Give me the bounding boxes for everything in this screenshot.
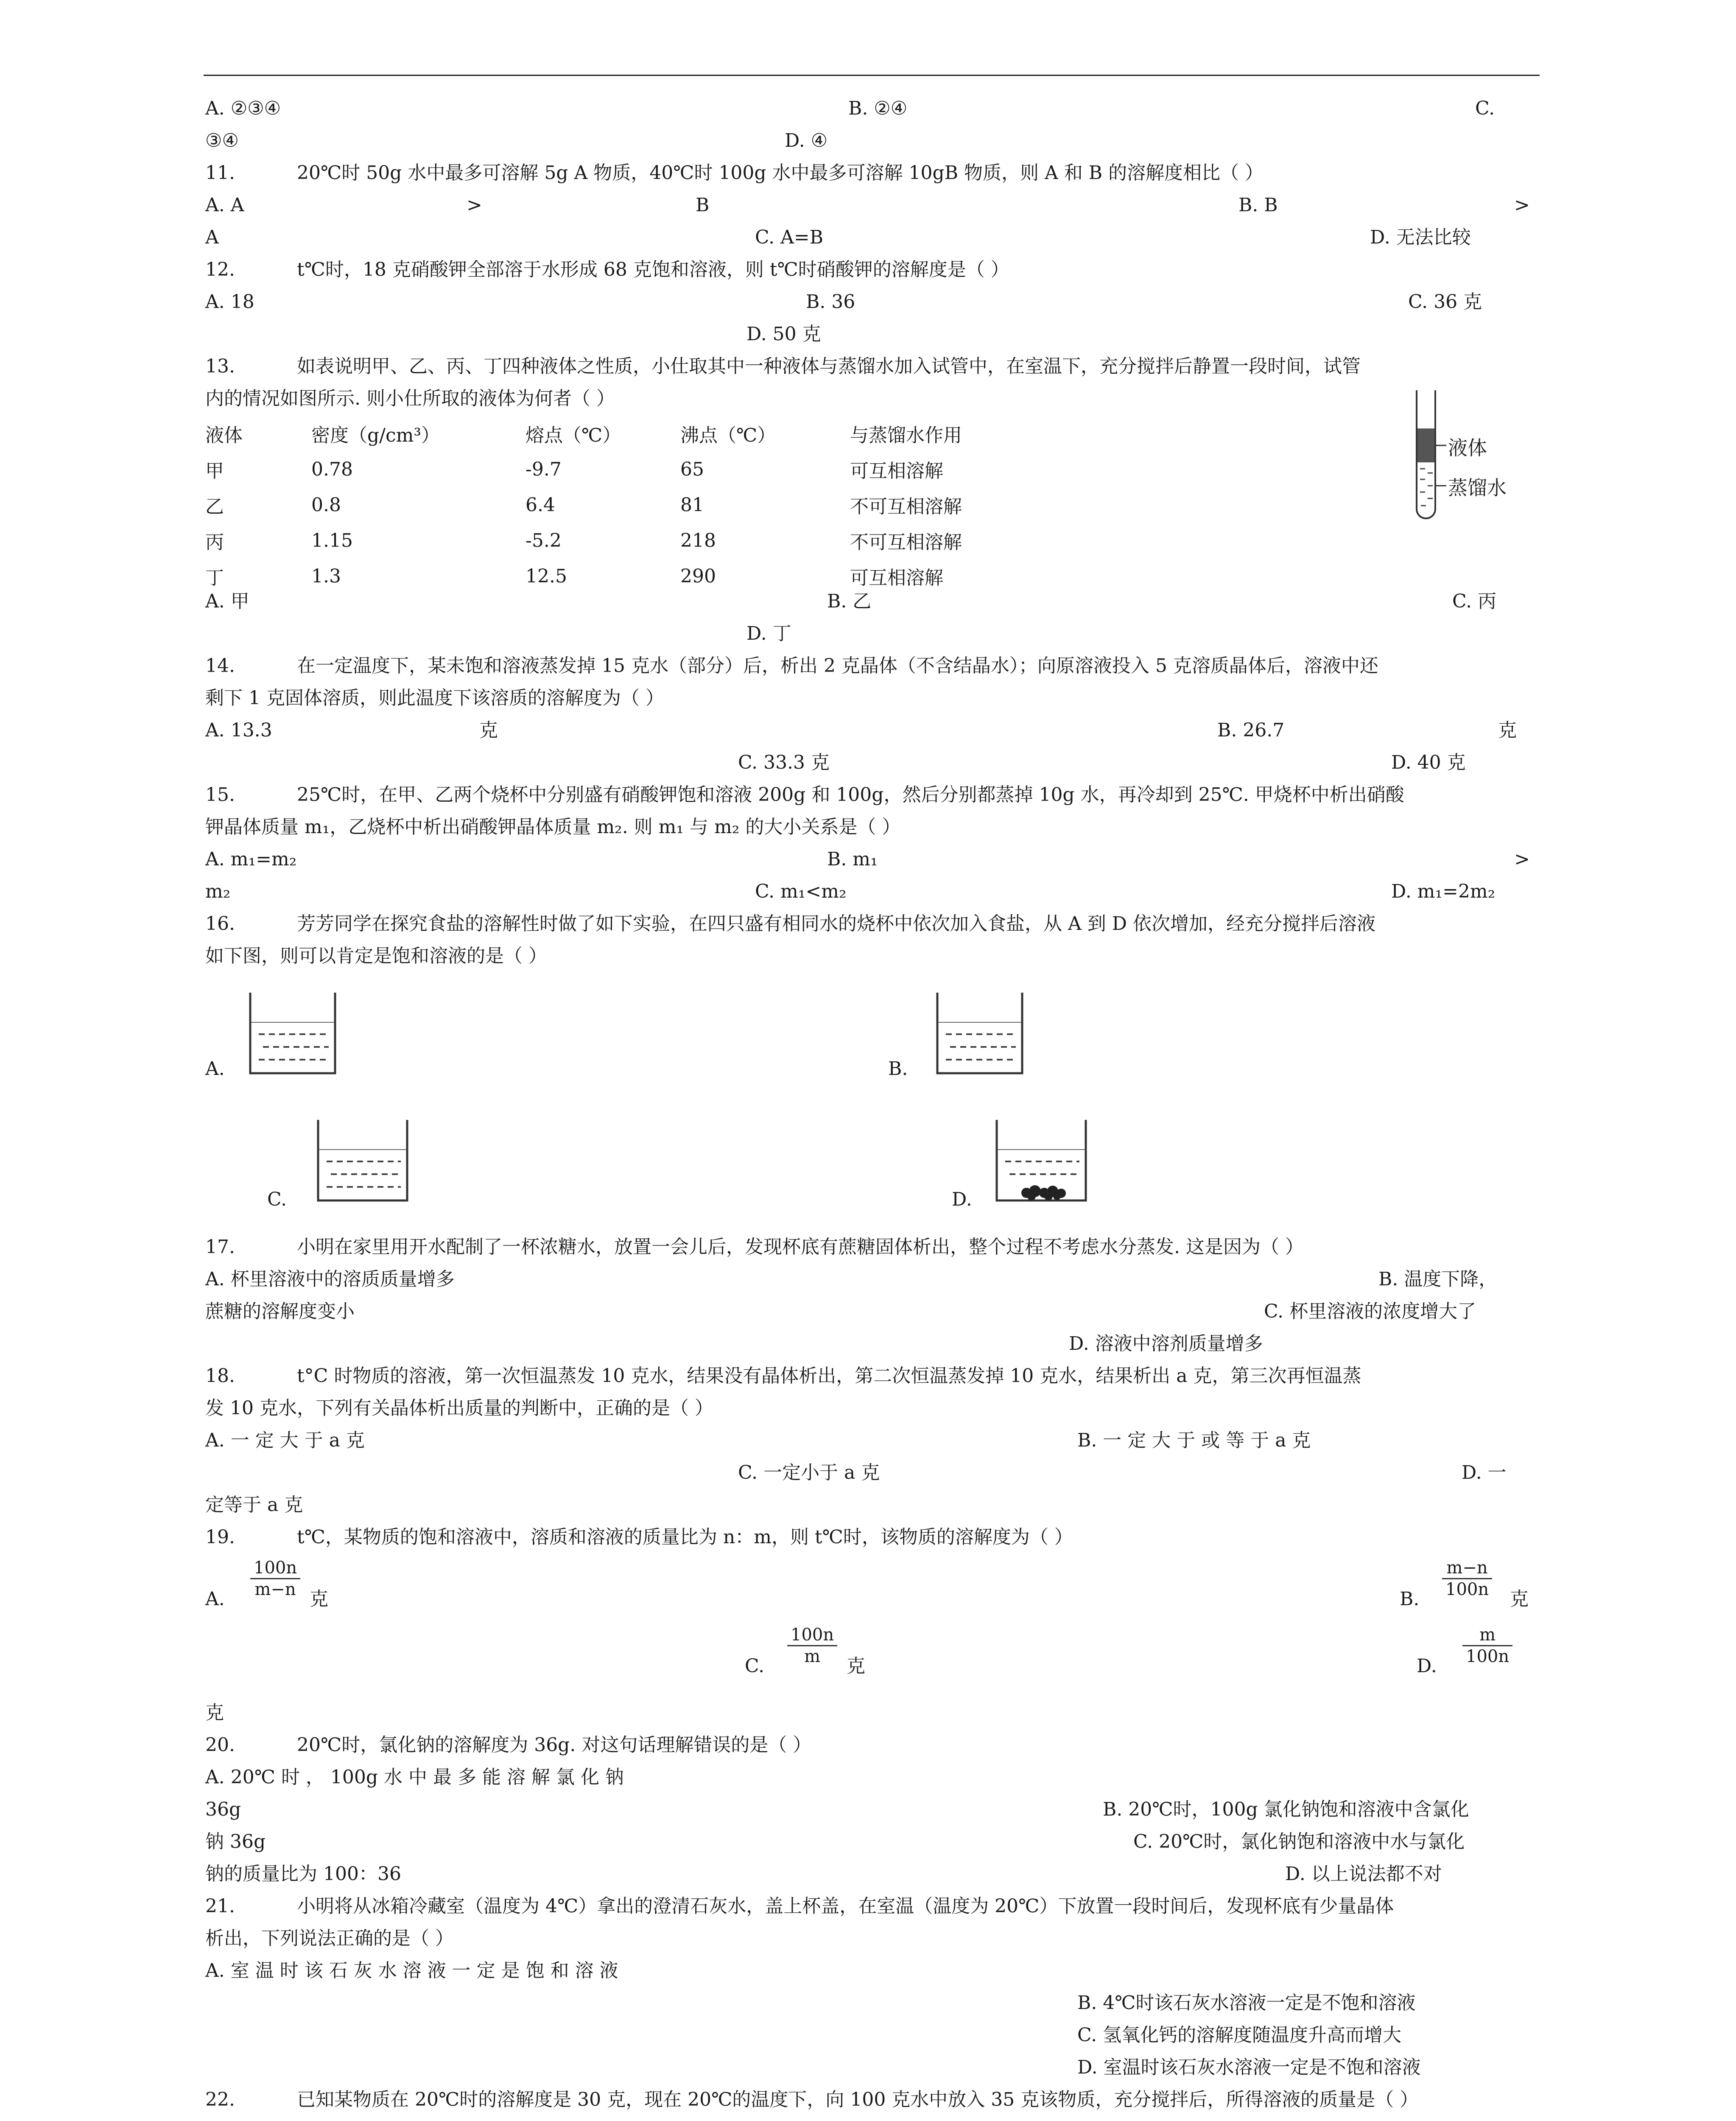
q14-option-b: B. 26.7: [1217, 719, 1285, 741]
q12-option-c: C. 36 克: [1408, 291, 1482, 313]
q11-option-b: B. B: [1238, 194, 1278, 216]
table-cell: -5.2: [526, 529, 562, 551]
undissolved-salt: [1021, 1185, 1066, 1200]
q15-stem-line1: 25℃时，在甲、乙两个烧杯中分别盛有硝酸钾饱和溶液 200g 和 100g，然后分别都蒸掉 10g 水，再冷却到 25℃. 甲烧杯中析出硝酸: [297, 784, 1404, 806]
table-cell: 丁: [205, 567, 224, 589]
q11-option-c: C. A=B: [755, 227, 824, 248]
q12-stem: t℃时，18 克硝酸钾全部溶于水形成 68 克饱和溶液，则 t℃时硝酸钾的溶解度是（ ）: [297, 259, 1009, 280]
q22-number: 22.: [205, 2089, 235, 2110]
q11-option-d: D. 无法比较: [1370, 227, 1471, 248]
q11-option-b-gt: >: [1514, 194, 1530, 216]
q13-option-d: D. 丁: [746, 623, 791, 644]
fraction-numerator: 100n: [787, 1625, 837, 1646]
q20-option-a-cont: 36g: [205, 1799, 241, 1820]
q11-option-b-a: A: [205, 227, 219, 248]
q22-stem: 已知某物质在 20℃时的溶解度是 30 克，现在 20℃的温度下，向 100 克水中放入 35 克该物质，充分搅拌后，所得溶液的质量是（ ）: [297, 2089, 1419, 2110]
fraction-denominator: m: [804, 1647, 821, 1666]
q20-option-b: B. 20℃时，100g 氯化钠饱和溶液中含氯化: [1103, 1799, 1469, 1820]
table-cell: 可互相溶解: [850, 460, 943, 482]
table-cell: 丙: [205, 532, 224, 553]
table-header: 密度（g/cm³）: [311, 425, 440, 446]
q16-option-c: C.: [267, 1189, 287, 1210]
tube-label-liquid: 液体: [1448, 437, 1487, 459]
q21-stem-line2: 析出，下列说法正确的是（ ）: [205, 1928, 454, 1949]
q19-option-a-unit: 克: [310, 1588, 328, 1610]
q15-option-a: A. m₁=m₂: [205, 848, 297, 870]
q13-number: 13.: [205, 355, 235, 377]
q18-option-a: A. 一 定 大 于 a 克: [205, 1430, 365, 1451]
q18-option-b: B. 一 定 大 于 或 等 于 a 克: [1077, 1430, 1311, 1451]
table-cell: 不可互相溶解: [850, 532, 962, 553]
header-rule: [204, 75, 1540, 76]
beaker-c: [314, 1116, 411, 1209]
q18-stem-line1: t°C 时物质的溶液，第一次恒温蒸发 10 克水，结果没有晶体析出，第二次恒温蒸发掉 10 克水，结果析出 a 克，第三次再恒温蒸: [297, 1365, 1361, 1387]
q15-option-b: B. m₁: [827, 848, 878, 870]
q11-stem: 20℃时 50g 水中最多可溶解 5g A 物质，40℃时 100g 水中最多可溶解 10gB 物质，则 A 和 B 的溶解度相比（ ）: [297, 162, 1264, 184]
q14-option-a-unit: 克: [479, 719, 498, 741]
table-cell: -9.7: [526, 458, 562, 480]
table-row: [205, 558, 962, 594]
q14-option-c: C. 33.3 克: [738, 752, 830, 773]
q19-option-c-unit: 克: [847, 1655, 865, 1677]
q11-number: 11.: [205, 162, 235, 184]
q11-option-a: A. A: [205, 194, 244, 216]
q20-option-a: A. 20℃ 时 ， 100g 水 中 最 多 能 溶 解 氯 化 钠: [205, 1766, 624, 1788]
q16-option-d: D.: [952, 1189, 972, 1210]
q17-stem: 小明在家里用开水配制了一杯浓糖水，放置一会儿后，发现杯底有蔗糖固体析出，整个过程不考虑水分蒸发. 这是因为（ ）: [297, 1236, 1304, 1258]
q15-option-d: D. m₁=2m₂: [1391, 881, 1496, 902]
q13-stem-line2: 内的情况如图所示. 则小仕所取的液体为何者（ ）: [205, 388, 615, 409]
tube-label-water: 蒸馏水: [1448, 476, 1507, 499]
q15-option-c: C. m₁<m₂: [755, 881, 847, 902]
q16-number: 16.: [205, 913, 235, 935]
q20-option-c-cont: 钠的质量比为 100：36: [205, 1863, 401, 1885]
table-cell: 可互相溶解: [850, 567, 943, 589]
q14-option-a: A. 13.3: [205, 719, 272, 741]
table-cell: 乙: [205, 496, 224, 518]
beaker-a: [246, 988, 339, 1082]
q20-stem: 20℃时，氯化钠的溶解度为 36g. 对这句话理解错误的是（ ）: [297, 1734, 812, 1756]
fraction-numerator: m: [1462, 1625, 1512, 1646]
q14-stem-line2: 剩下 1 克固体溶质，则此温度下该溶质的溶解度为（ ）: [205, 687, 664, 709]
q12-number: 12.: [205, 259, 235, 280]
q21-option-c: C. 氢氧化钙的溶解度随温度升高而增大: [1077, 2024, 1402, 2046]
q17-number: 17.: [205, 1236, 235, 1258]
q10-option-c-cont: ③④: [205, 130, 239, 151]
q10-option-a: A. ②③④: [205, 98, 281, 119]
q18-option-d: D. 一: [1462, 1462, 1507, 1483]
q19-option-c-fraction: [787, 1625, 837, 1667]
q19-option-d-unit: 克: [205, 1702, 224, 1724]
table-cell: 1.15: [311, 529, 353, 551]
q19-number: 19.: [205, 1526, 235, 1548]
q12-option-b: B. 36: [806, 291, 855, 313]
q14-option-d: D. 40 克: [1391, 752, 1466, 773]
table-cell: 甲: [205, 460, 224, 482]
liquid-layer: [1417, 428, 1434, 462]
beaker-b: [933, 988, 1026, 1082]
q10-option-b: B. ②④: [848, 98, 908, 119]
q21-option-a: A. 室 温 时 该 石 灰 水 溶 液 一 定 是 饱 和 溶 液: [205, 1960, 618, 1981]
q15-stem-line2: 钾晶体质量 m₁，乙烧杯中析出硝酸钾晶体质量 m₂. 则 m₁ 与 m₂ 的大小关系是（ ）: [205, 816, 901, 838]
q10-option-d: D. ④: [785, 130, 828, 151]
fraction-denominator: 100n: [1466, 1647, 1510, 1666]
q19-option-d-fraction: [1462, 1625, 1512, 1667]
fraction-numerator: m−n: [1442, 1558, 1492, 1579]
fraction-denominator: 100n: [1445, 1580, 1489, 1599]
q19-option-b-fraction: [1442, 1558, 1492, 1600]
q15-option-b-m2: m₂: [205, 881, 231, 902]
q17-option-d: D. 溶液中溶剂质量增多: [1069, 1333, 1263, 1354]
q21-option-b: B. 4℃时该石灰水溶液一定是不饱和溶液: [1077, 1992, 1416, 2014]
q13-stem-line1: 如表说明甲、乙、丙、丁四种液体之性质，小仕取其中一种液体与蒸馏水加入试管中，在室温下，充分搅拌后静置一段时间，试管: [297, 355, 1361, 377]
q20-option-b-cont: 钠 36g: [205, 1831, 266, 1852]
q19-option-d: D.: [1417, 1655, 1437, 1677]
q13-option-a: A. 甲: [205, 590, 249, 612]
q16-option-b: B.: [888, 1058, 908, 1080]
q17-option-b-cont: 蔗糖的溶解度变小: [205, 1301, 355, 1322]
q19-option-a: A.: [205, 1588, 225, 1610]
q19-option-c: C.: [745, 1655, 765, 1677]
table-cell: 290: [680, 565, 716, 587]
q19-option-a-fraction: [250, 1558, 300, 1600]
fraction-denominator: m−n: [254, 1580, 296, 1599]
q16-stem-line2: 如下图，则可以肯定是饱和溶液的是（ ）: [205, 945, 547, 967]
q16-option-a: A.: [205, 1058, 225, 1080]
q16-stem-line1: 芳芳同学在探究食盐的溶解性时做了如下实验，在四只盛有相同水的烧杯中依次加入食盐，从 A 到 D 依次增加，经充分搅拌后溶液: [297, 913, 1375, 935]
q19-stem: t℃，某物质的饱和溶液中，溶质和溶液的质量比为 n：m，则 t℃时，该物质的溶解度为（ ）: [297, 1526, 1073, 1548]
q21-number: 21.: [205, 1895, 235, 1917]
q18-option-c: C. 一定小于 a 克: [738, 1462, 880, 1483]
table-header: 熔点（℃）: [526, 425, 621, 446]
table-cell: 65: [680, 458, 704, 480]
table-header-row: [205, 416, 962, 451]
q14-number: 14.: [205, 655, 235, 677]
table-cell: 1.3: [311, 565, 341, 587]
q12-option-a: A. 18: [205, 291, 254, 313]
table-cell: 6.4: [526, 494, 555, 516]
q14-stem-line1: 在一定温度下，某未饱和溶液蒸发掉 15 克水（部分）后，析出 2 克晶体（不含结晶水）；向原溶液投入 5 克溶质晶体后，溶液中还: [297, 655, 1378, 677]
q14-option-b-unit: 克: [1498, 719, 1517, 741]
q19-option-b: B.: [1400, 1588, 1420, 1610]
q13-option-c: C. 丙: [1452, 590, 1497, 612]
q15-number: 15.: [205, 784, 235, 806]
q11-option-a-gt: >: [467, 194, 482, 216]
table-cell: 0.78: [311, 458, 353, 480]
beaker-d: [992, 1116, 1090, 1209]
table-row: [205, 487, 962, 523]
table-header: 与蒸馏水作用: [850, 425, 962, 446]
q21-option-d: D. 室温时该石灰水溶液一定是不饱和溶液: [1077, 2057, 1421, 2078]
q10-option-c: C.: [1475, 98, 1495, 119]
liquid-properties-table: [205, 416, 962, 594]
q11-option-a-b: B: [696, 194, 710, 216]
q17-option-c: C. 杯里溶液的浓度增大了: [1264, 1301, 1476, 1322]
table-row: [205, 523, 962, 558]
table-cell: 0.8: [311, 494, 341, 516]
q21-stem-line1: 小明将从冰箱冷藏室（温度为 4℃）拿出的澄清石灰水，盖上杯盖，在室温（温度为 20℃）下放置一段时间后，发现杯底有少量晶体: [297, 1895, 1394, 1917]
fraction-numerator: 100n: [250, 1558, 300, 1579]
table-cell: 12.5: [526, 565, 567, 587]
q19-option-b-unit: 克: [1510, 1588, 1529, 1610]
q18-option-d-cont: 定等于 a 克: [205, 1494, 303, 1516]
q18-number: 18.: [205, 1365, 235, 1387]
table-row: [205, 451, 962, 487]
q17-option-a: A. 杯里溶液中的溶质质量增多: [205, 1268, 455, 1290]
q12-option-d: D. 50 克: [746, 323, 821, 345]
q20-number: 20.: [205, 1734, 235, 1756]
table-header: 沸点（℃）: [680, 425, 776, 446]
table-header: 液体: [205, 425, 243, 446]
q13-option-b: B. 乙: [827, 590, 872, 612]
q15-option-b-gt: >: [1514, 848, 1530, 870]
q20-option-c: C. 20℃时，氯化钠饱和溶液中水与氯化: [1133, 1831, 1465, 1852]
q20-option-d: D. 以上说法都不对: [1285, 1863, 1442, 1885]
table-cell: 不可互相溶解: [850, 496, 962, 518]
table-cell: 81: [680, 494, 704, 516]
q18-stem-line2: 发 10 克水，下列有关晶体析出质量的判断中，正确的是（ ）: [205, 1397, 713, 1419]
table-cell: 218: [680, 529, 716, 551]
q17-option-b: B. 温度下降，: [1378, 1268, 1498, 1290]
water-layer: [1420, 469, 1433, 506]
